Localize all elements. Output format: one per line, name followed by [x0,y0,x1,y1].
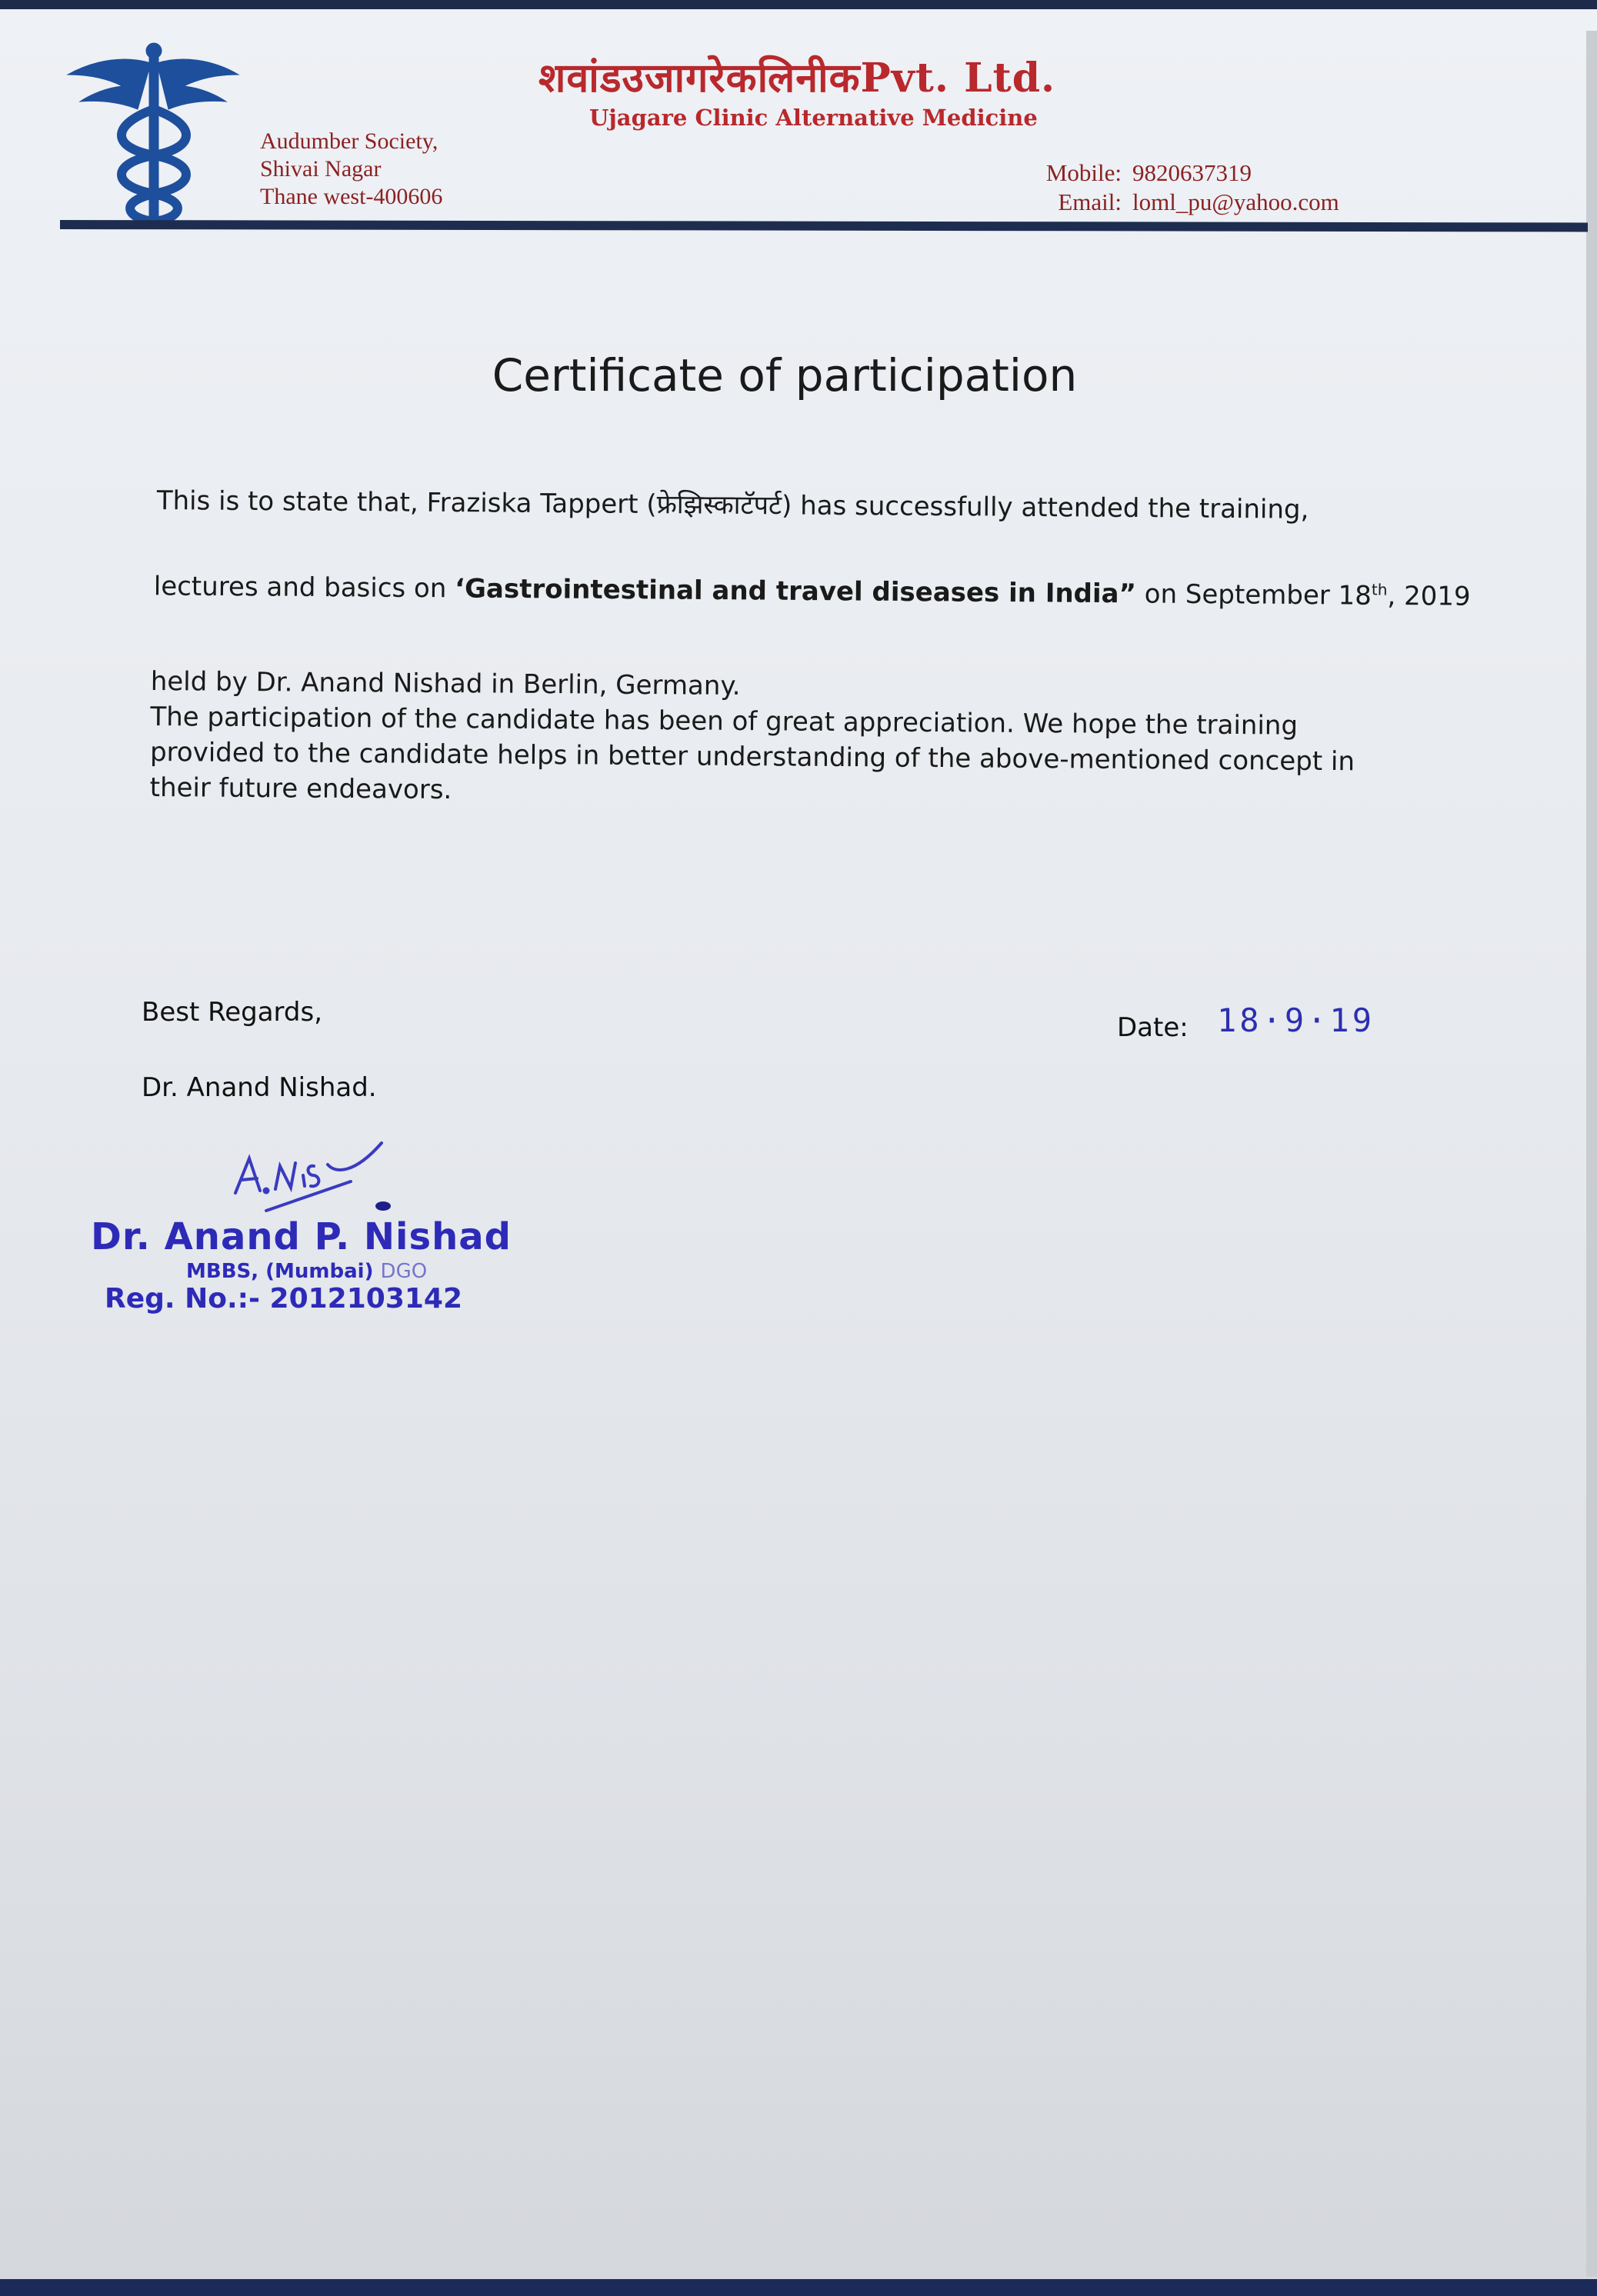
email-row [1023,188,1339,217]
p2-text: on September 18 [1135,578,1372,611]
mobile-label: Mobile: [1045,159,1122,186]
stamp-qualification-main: MBBS, (Mumbai) [186,1260,374,1283]
clinic-name-english: Ujagare Clinic Alternative Medicine [589,105,1038,131]
stamp-qualification-extra: DGO [380,1260,428,1283]
stamp-qualification [186,1260,512,1283]
body-paragraph-2 [154,571,1471,612]
letterhead-divider [60,220,1588,232]
address-line: Shivai Nagar [260,156,382,182]
page-top-edge [0,0,1597,9]
mobile-row [1023,158,1339,188]
closing-regards: Best Regards, [142,997,323,1028]
p2-text: , 2019 [1387,580,1471,612]
email-label: Email: [1058,188,1122,215]
clinic-contact [1023,158,1339,217]
email-value: loml_pu@yahoo.com [1132,188,1339,215]
paragraph-line: their future endeavors. [149,771,452,806]
address-line: Audumber Society, [260,128,438,154]
caduceus-icon [65,40,242,225]
mobile-value: 9820637319 [1132,159,1252,186]
page-bottom-edge [0,2279,1597,2296]
ordinal-suffix: th [1371,580,1388,599]
page-right-edge [1586,31,1597,2277]
date-label: Date: [1117,1012,1189,1043]
signer-name: Dr. Anand Nishad. [142,1072,377,1103]
address-line: Thane west-400606 [260,184,443,209]
body-paragraph-3 [149,660,1355,818]
paragraph-line: held by Dr. Anand Nishad in Berlin, Germany. [150,665,741,702]
stamp-name: Dr. Anand P. Nishad [91,1215,512,1258]
handwritten-date: 18·9·19 [1217,1001,1375,1039]
clinic-name-hindi: शवांडउजागरेकलिनीकPvt. Ltd. [538,55,1056,102]
stamp-registration: Reg. No.:- 2012103142 [105,1283,463,1315]
paragraph-line: provided to the candidate helps in better understanding of the above-mentioned concept in [149,736,1355,778]
paragraph-line: The participation of the candidate has been of great appreciation. We hope the training [150,701,1299,741]
p2-text: lectures and basics on [153,571,455,605]
training-topic: ‘Gastrointestinal and travel diseases in India” [455,573,1137,610]
body-paragraph-1: This is to state that, Fraziska Tappert (फ्रेझिस्काटॅपर्ट) has successfully attended the training, [156,485,1309,525]
doctor-stamp [91,1215,512,1315]
certificate-title: Certificate of participation [492,349,1078,402]
clinic-address [260,128,442,211]
handwritten-signature [220,1120,412,1220]
